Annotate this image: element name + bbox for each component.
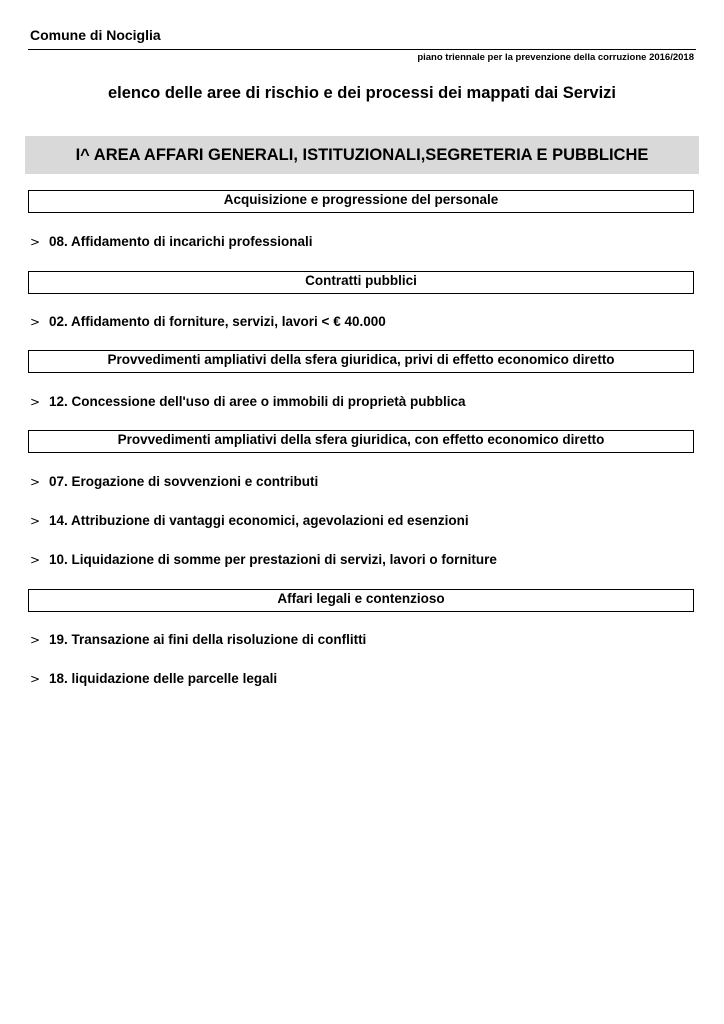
process-label: 10. Liquidazione di somme per prestazioni di servizi, lavori o forniture [49,552,497,567]
section-header: Affari legali e contenzioso [28,589,694,612]
process-item [30,632,366,647]
area-title: I^ AREA AFFARI GENERALI, ISTITUZIONALI,SEGRETERIA E PUBBLICHE [75,145,649,164]
process-label: 02. Affidamento di forniture, servizi, lavori < € 40.000 [49,314,386,329]
bullet-arrow-icon: > [30,553,41,567]
process-item [30,474,318,489]
process-item [30,394,466,409]
bullet-arrow-icon: > [30,633,41,647]
plan-title: piano triennale per la prevenzione della corruzione 2016/2018 [417,52,694,63]
process-item [30,552,497,567]
area-banner [25,136,699,174]
process-item [30,314,386,329]
section-header: Provvedimenti ampliativi della sfera giuridica, con effetto economico diretto [28,430,694,453]
bullet-arrow-icon: > [30,315,41,329]
process-label: 18. liquidazione delle parcelle legali [49,671,278,686]
process-item [30,671,277,686]
bullet-arrow-icon: > [30,395,41,409]
bullet-arrow-icon: > [30,235,41,249]
organization-name: Comune di Nociglia [30,27,161,43]
process-item [30,513,469,528]
process-item [30,234,313,249]
process-label: 07. Erogazione di sovvenzioni e contributi [49,474,319,489]
bullet-arrow-icon: > [30,672,41,686]
section-header: Acquisizione e progressione del personale [28,190,694,213]
process-label: 14. Attribuzione di vantaggi economici, agevolazioni ed esenzioni [49,513,469,528]
process-label: 12. Concessione dell'uso di aree o immobili di proprietà pubblica [49,394,466,409]
section-header: Contratti pubblici [28,271,694,294]
bullet-arrow-icon: > [30,514,41,528]
process-label: 08. Affidamento di incarichi professionali [49,234,313,249]
process-label: 19. Transazione ai fini della risoluzione di conflitti [49,632,367,647]
bullet-arrow-icon: > [30,475,41,489]
section-header: Provvedimenti ampliativi della sfera giuridica, privi di effetto economico diretto [28,350,694,373]
document-title: elenco delle aree di rischio e dei processi dei mappati dai Servizi [107,84,617,102]
header-divider [28,49,696,50]
